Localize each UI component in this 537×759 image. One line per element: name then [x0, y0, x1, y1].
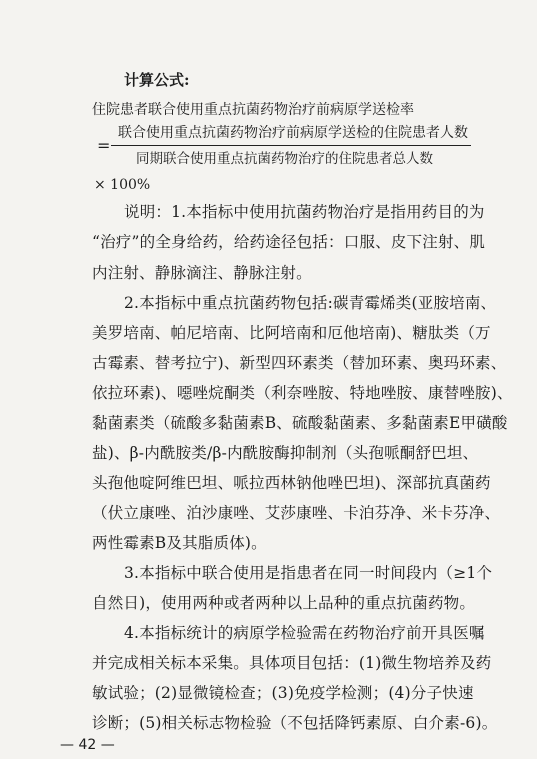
note-2-line-9: 两性霉素B及其脂质体)。: [92, 534, 267, 552]
note-3-line-1: 3.本指标中联合使用是指患者在同一时间段内（≥1个: [124, 564, 493, 582]
formula-denominator: 同期联合使用重点抗菌药物治疗的住院患者总人数: [136, 151, 433, 167]
equals-sign: =: [97, 136, 111, 155]
note-2-line-6: 盐)、β-内酰胺类/β-内酰胺酶抑制剂（头孢哌酮舒巴坦、: [92, 444, 479, 462]
formula-numerator: 联合使用重点抗菌药物治疗前病原学送检的住院患者人数: [118, 125, 468, 141]
note-2-line-5: 黏菌素类（硫酸多黏菌素B、硫酸黏菌素、多黏菌素E甲磺酸: [92, 414, 508, 432]
note-1-line-2: “治疗”的全身给药，给药途径包括：口服、皮下注射、肌: [92, 233, 486, 251]
note-3-line-2: 自然日)，使用两种或者两种以上品种的重点抗菌药物。: [92, 594, 476, 612]
note-4-line-4: 诊断；(5)相关标志物检验（不包括降钙素原、白介素-6)。: [92, 714, 498, 732]
note-2-line-2: 美罗培南、帕尼培南、比阿培南和厄他培南)、糖肽类（万: [92, 324, 491, 342]
formula-heading: 计算公式:: [124, 71, 190, 89]
formula-multiplier: × 100%: [94, 177, 151, 193]
note-2-line-3: 古霉素、替考拉宁)、新型四环素类（替加环素、奥玛环素、: [92, 354, 507, 372]
note-1-line-3: 内注射、静脉滴注、静脉注射。: [92, 264, 312, 282]
note-2-line-7: 头孢他啶阿维巴坦、哌拉西林钠他唑巴坦)、深部抗真菌药: [92, 474, 491, 492]
rate-name: 住院患者联合使用重点抗菌药物治疗前病原学送检率: [92, 102, 414, 118]
note-4-line-2: 并完成相关标本采集。具体项目包括：(1)微生物培养及药: [92, 654, 492, 672]
page-number: — 42 —: [60, 737, 115, 753]
note-4-line-1: 4.本指标统计的病原学检验需在药物治疗前开具医嘱: [124, 624, 485, 642]
note-4-line-3: 敏试验；(2)显微镜检查；(3)免疫学检测；(4)分子快速: [92, 684, 474, 702]
fraction-bar: [111, 145, 471, 146]
note-1-line-1: 说明：1.本指标中使用抗菌药物治疗是指用药目的为: [124, 203, 485, 221]
note-2-line-8: （伏立康唑、泊沙康唑、艾莎康唑、卡泊芬净、米卡芬净、: [92, 504, 501, 522]
note-2-line-4: 依拉环素)、噁唑烷酮类（利奈唑胺、特地唑胺、康替唑胺)、: [92, 384, 513, 402]
note-2-line-1: 2.本指标中重点抗菌药物包括:碳青霉烯类(亚胺培南、: [124, 294, 497, 312]
